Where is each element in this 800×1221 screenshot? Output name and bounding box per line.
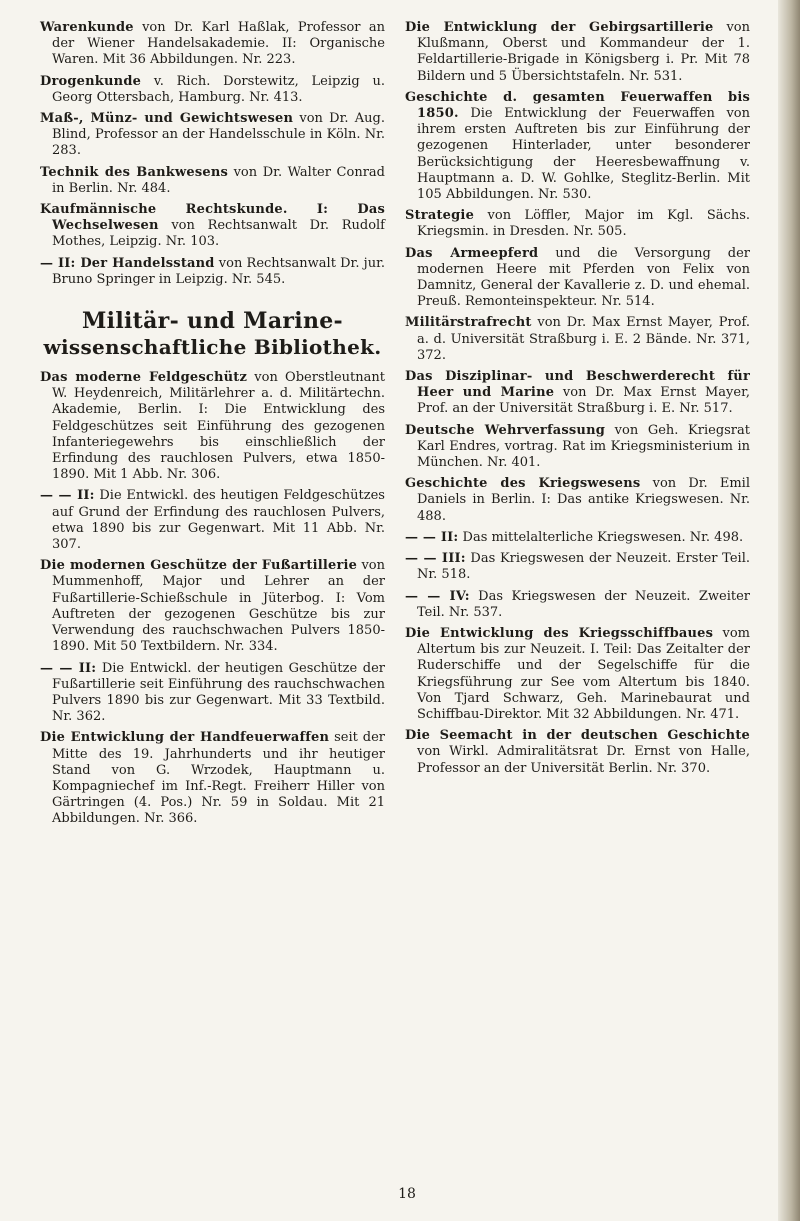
entry-title: Technik des Bankwesens [40,164,228,180]
catalog-entry [405,530,750,546]
entry-details: von Dr. Aug. Blind, Professor an der Handelsschule in Köln. Nr. 283. [52,111,385,159]
entry-title: — II: Der Handelsstand [40,255,215,271]
entry-details: Die Entwickl. der heutigen Geschütze der Fußartillerie seit Einführung des rauchschwachen Pulvers 1890 bis zur Gegenwart. Mit 33 Textbild. Nr. 362. [52,660,385,725]
catalog-entry [40,165,385,197]
catalog-entry [405,423,750,472]
entry-details: seit der Mitte des 19. Jahrhunderts und ihr heutiger Stand von G. Wrzodek, Hauptmann u. Kompagniechef im Inf.-Regt. Freiherr Hiller von Gärtringen (4. Pos.) Nr. 59 in Soldau. Mit 21 Abbildungen. Nr. 366. [52,730,385,827]
entry-title: Militärstrafrecht [405,315,532,331]
entry-details: von Dr. Karl Haßlak, Professor an der Wiener Handelsakademie. II: Organische Waren. Mit 36 Abbildungen. Nr. 223. [52,20,385,68]
entry-details: von Dr. Max Ernst Mayer, Prof. a. d. Universität Straßburg i. E. 2 Bände. Nr. 371, 372. [417,315,750,363]
entry-title: — — II: [405,529,459,545]
catalog-entry [40,558,385,655]
catalog-entry [405,90,750,203]
catalog-entry [405,728,750,777]
catalog-entry [405,589,750,621]
entry-title: Geschichte des Kriegswesens [405,476,641,492]
entry-details: und die Versorgung der modernen Heere mit Pferden von Felix von Damnitz, General der Kavallerie z. D. und ehemal. Preuß. Remonteinspekteur. Nr. 514. [417,245,751,310]
catalog-entry [40,730,385,827]
page-number: 18 [398,1186,416,1202]
section-heading-line-1: Militär- und Marine- [82,308,343,335]
entry-title: Kaufmännische Rechtskunde. I: Das Wechselwesen [40,202,385,234]
entry-title: Die modernen Geschütze der Fußartillerie [40,558,358,574]
entry-details: von Dr. Walter Conrad in Berlin. Nr. 484. [52,164,385,196]
entry-details: vom Altertum bis zur Neuzeit. I. Teil: Das Zeitalter der Ruderschiffe und der Segelschiffe für die Kriegsführung zur See vom Altertum bis 1840. Von Tjard Schwarz, Geh. Marinebaurat und Schiffbau-Direktor. Mit 32 Abbildungen. Nr. 471. [417,625,750,722]
entry-details: Das Kriegswesen der Neuzeit. Zweiter Teil. Nr. 537. [417,588,750,620]
entry-title: Die Entwicklung des Kriegsschiffbaues [405,625,714,641]
entry-details: von Rechtsanwalt Dr. jur. Bruno Springer in Leipzig. Nr. 545. [52,255,385,287]
catalog-entry [40,74,385,106]
entry-title: — — II: [40,488,95,504]
catalog-entry [405,626,750,723]
catalog-entry [40,111,385,160]
entry-details: von Oberstleutnant W. Heydenreich, Militärlehrer a. d. Militärtechn. Akademie, Berlin. I: Die Entwicklung des Feldgeschützes seit Einführung des gezogenen Infanteriegewehrs bis einschließlich der Erfindung des rauchlosen Pulvers, etwa 1850-1890. Mit 1 Abb. Nr. 306. [52,370,386,483]
entry-title: Die Seemacht in der deutschen Geschichte [405,728,750,744]
entry-title: — — IV: [405,588,470,604]
entry-details: Das Kriegswesen der Neuzeit. Erster Teil. Nr. 518. [417,551,750,583]
entry-details: Die Entwickl. des heutigen Feldgeschützes auf Grund der Erfindung des rauchlosen Pulvers, etwa 1890 bis zur Gegenwart. Mit 11 Abb. Nr. 307. [52,488,385,553]
entry-title: Die Entwicklung der Gebirgsartillerie [405,20,714,35]
entry-details: von Rechtsanwalt Dr. Rudolf Mothes, Leipzig. Nr. 103. [52,218,385,250]
entry-details: von Dr. Emil Daniels in Berlin. I: Das antike Kriegswesen. Nr. 488. [417,476,750,524]
entry-details: von Mummenhoff, Major und Lehrer an der Fußartillerie-Schießschule in Jüterbog. I: Vom Auftreten der gezogenen Geschütze bis zur Verwendung des rauchschwachen Pulvers 1850-1890. Mit 50 Textbildern. Nr. 334. [52,558,385,655]
entry-details: von Klußmann, Oberst und Kommandeur der 1. Feldartillerie-Brigade in Königsberg i. Pr. Mit 78 Bildern und 5 Übersichtstafeln. Nr. 531. [417,20,750,84]
entry-title: Das Armeepferd [405,245,539,261]
catalog-entry [40,202,385,251]
catalog-entry [405,369,750,418]
catalog-entry [405,476,750,525]
entry-title: — — II: [40,660,97,676]
entry-details: Die Entwicklung der Feuerwaffen von ihrem ersten Auftreten bis zur Einführung der gezogenen Hinterlader, unter besonderer Berücksichtigung der Heeresbewaffnung v. Hauptmann a. D. W. Gohlke, Steglitz-Berlin. Mit 105 Abbildungen. Nr. 530. [417,106,750,203]
entry-details: v. Rich. Dorstewitz, Leipzig u. Georg Ottersbach, Hamburg. Nr. 413. [52,73,385,105]
entry-details: von Wirkl. Admiralitätsrat Dr. Ernst von Halle, Professor an der Universität Berlin. Nr. 370. [417,744,750,776]
catalog-entry [40,488,385,553]
catalog-entry [40,661,385,726]
catalog-entry [405,208,750,240]
right-column [405,20,750,782]
entry-title: Das moderne Feldgeschütz [40,370,248,386]
catalog-entry [405,551,750,583]
catalog-entry [405,20,750,85]
entry-title: Die Entwicklung der Handfeuerwaffen [40,730,330,746]
entry-title: Drogenkunde [40,73,142,89]
entry-title: Geschichte d. gesamten Feuerwaffen bis 1850. [405,89,750,122]
section-heading-line-2: wissenschaftliche Bibliothek. [43,335,382,360]
catalog-entry [40,370,385,483]
entry-title: Das Disziplinar- und Beschwerderecht für Heer und Marine [405,369,750,401]
catalog-entry [40,20,385,69]
entry-title: Warenkunde [40,20,134,35]
entry-title: — — III: [405,551,466,567]
left-column [40,20,385,833]
entry-title: Strategie [405,208,475,224]
entry-title: Maß-, Münz- und Gewichtswesen [40,111,294,127]
section-heading [40,308,385,360]
entry-title: Deutsche Wehrverfassung [405,422,606,438]
entry-details: Das mittelalterliche Kriegswesen. Nr. 498. [458,529,744,545]
entry-details: von Dr. Max Ernst Mayer, Prof. an der Universität Straßburg i. E. Nr. 517. [417,385,751,417]
page-edge-shadow [778,0,800,1221]
catalog-entry [40,256,385,288]
entry-details: von Geh. Kriegsrat Karl Endres, vortrag. Rat im Kriegsministerium in München. Nr. 401. [417,422,750,471]
entry-details: von Löffler, Major im Kgl. Sächs. Kriegsmin. in Dresden. Nr. 505. [417,208,750,240]
catalog-entry [405,246,750,311]
catalog-entry [405,315,750,364]
